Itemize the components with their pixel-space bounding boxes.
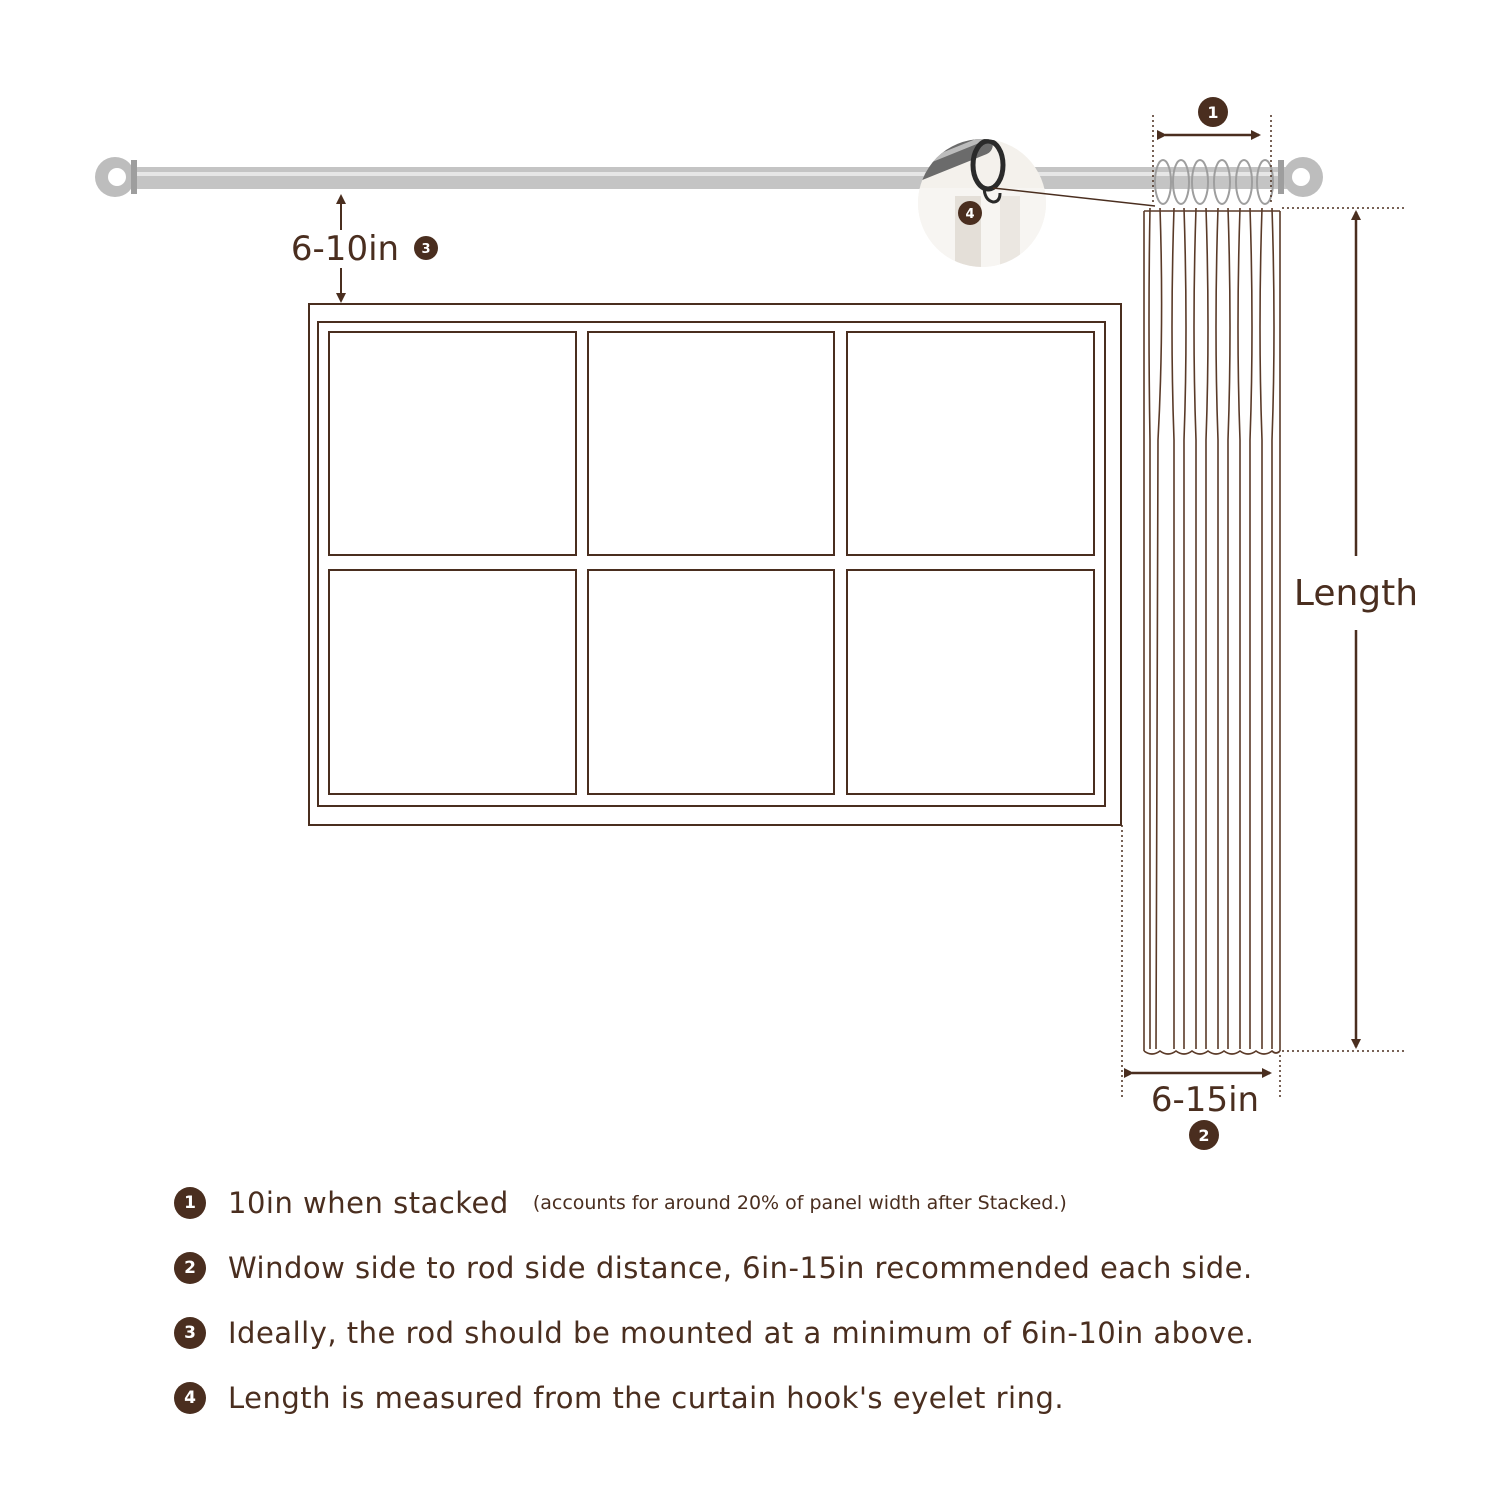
legend-text: 10in when stacked bbox=[228, 1185, 509, 1220]
legend-text: Length is measured from the curtain hook's eyelet ring. bbox=[228, 1380, 1065, 1415]
curtain-bottom-hem bbox=[1144, 1051, 1280, 1054]
window bbox=[309, 304, 1121, 825]
legend-item-3 bbox=[174, 1300, 1434, 1365]
curtain-pleat bbox=[1238, 208, 1240, 1049]
curtain-pleat bbox=[1184, 208, 1186, 1049]
side-distance-label: 6-15in bbox=[1150, 1080, 1260, 1120]
legend-item-4 bbox=[174, 1365, 1434, 1430]
inset-fabric bbox=[915, 188, 1050, 278]
rod-height-label: 6-10in bbox=[290, 229, 400, 269]
curtain-pleat bbox=[1250, 208, 1252, 1049]
badge-1-text: 1 bbox=[1207, 103, 1219, 122]
window-inner-frame bbox=[318, 322, 1105, 806]
legend-text: Window side to rod side distance, 6in-15in recommended each side. bbox=[228, 1250, 1253, 1285]
length-dimension bbox=[1282, 208, 1418, 1051]
window-pane bbox=[847, 570, 1094, 794]
curtain-rod bbox=[95, 157, 1323, 197]
window-outer-frame bbox=[309, 304, 1121, 825]
legend-item-1 bbox=[174, 1170, 1434, 1235]
curtain-pleat bbox=[1228, 208, 1230, 1049]
curtain-pleat bbox=[1260, 208, 1262, 1049]
legend-item-2 bbox=[174, 1235, 1434, 1300]
legend-badge: 4 bbox=[174, 1382, 206, 1414]
rod-bracket-left bbox=[131, 160, 137, 194]
curtain-pleat bbox=[1156, 208, 1162, 1049]
legend-text: Ideally, the rod should be mounted at a minimum of 6in-10in above. bbox=[228, 1315, 1255, 1350]
legend bbox=[174, 1170, 1434, 1430]
rod-finial-left-inner bbox=[108, 168, 126, 186]
rod-highlight bbox=[134, 172, 1302, 176]
legend-note: (accounts for around 20% of panel width after Stacked.) bbox=[532, 1191, 1067, 1214]
window-pane bbox=[329, 570, 576, 794]
badge-4-text: 4 bbox=[965, 207, 975, 222]
window-pane bbox=[588, 570, 834, 794]
curtain-pleat bbox=[1149, 208, 1150, 1049]
legend-badge: 3 bbox=[174, 1317, 206, 1349]
legend-badge: 2 bbox=[174, 1252, 206, 1284]
legend-badge: 1 bbox=[174, 1187, 206, 1219]
hook-detail-inset bbox=[904, 130, 1155, 278]
length-label: Length bbox=[1293, 573, 1419, 614]
window-pane bbox=[588, 332, 834, 555]
curtain-pleat bbox=[1194, 208, 1196, 1049]
rod-bracket-right bbox=[1278, 160, 1284, 194]
rod-height-dimension bbox=[291, 196, 438, 301]
rod-bar bbox=[134, 167, 1302, 189]
badge-3-text: 3 bbox=[421, 242, 431, 257]
window-pane bbox=[847, 332, 1094, 555]
badge-2-text: 2 bbox=[1198, 1126, 1210, 1145]
curtain-panel bbox=[1144, 208, 1280, 1054]
inset-fabric-fold bbox=[1000, 196, 1020, 276]
curtain-pleat bbox=[1216, 208, 1218, 1049]
side-distance-dimension bbox=[1122, 825, 1280, 1150]
curtain-pleat bbox=[1172, 208, 1174, 1049]
window-pane bbox=[329, 332, 576, 555]
curtain-pleat bbox=[1272, 208, 1274, 1049]
curtain-pleat bbox=[1206, 208, 1208, 1049]
rod-finial-right-inner bbox=[1292, 168, 1310, 186]
